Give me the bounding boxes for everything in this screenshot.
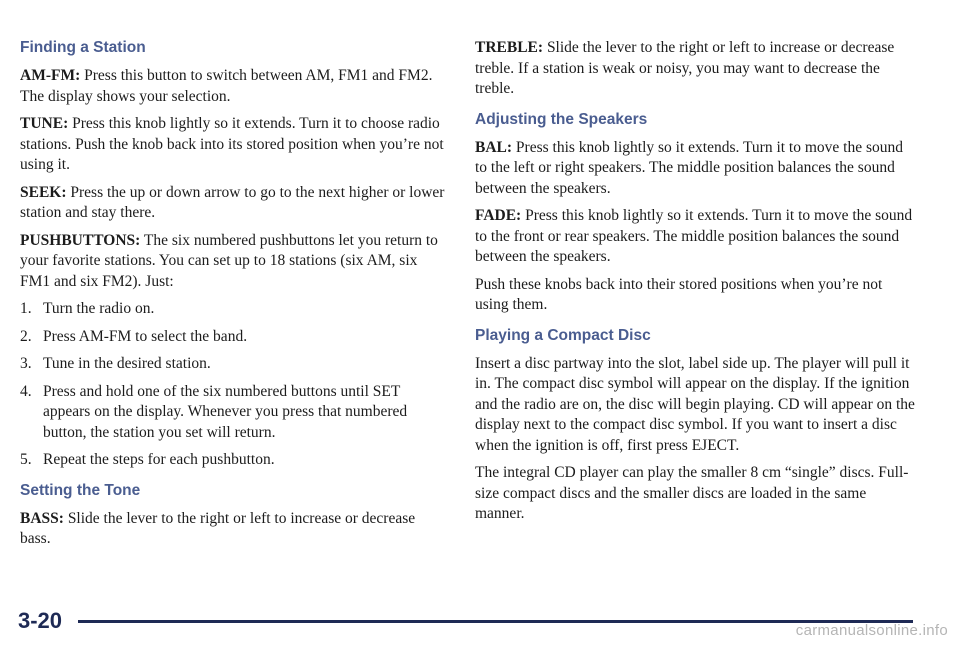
am-fm-paragraph <box>20 66 445 107</box>
pushbuttons-term: PUSHBUTTONS: <box>20 231 141 249</box>
step-text: Turn the radio on. <box>43 300 155 317</box>
list-item <box>20 327 445 348</box>
cd-single-paragraph: The integral CD player can play the smaller 8 cm “single” discs. Full-size compact discs and the smaller discs are loaded in the same manner. <box>475 464 909 522</box>
bal-paragraph <box>475 138 915 200</box>
bass-term: BASS: <box>20 509 64 527</box>
step-number: 5. <box>20 451 32 468</box>
heading-adjusting-the-speakers: Adjusting the Speakers <box>475 110 648 128</box>
bass-paragraph <box>20 509 445 550</box>
list-item <box>20 382 445 444</box>
page-footer <box>18 606 898 636</box>
heading-finding-a-station: Finding a Station <box>20 39 146 56</box>
treble-paragraph <box>475 38 915 100</box>
pushbutton-steps-list <box>20 299 445 471</box>
page-number: 3-20 <box>18 608 63 633</box>
list-item <box>20 450 445 471</box>
heading-setting-the-tone: Setting the Tone <box>20 481 141 499</box>
step-text: Tune in the desired station. <box>43 355 211 372</box>
treble-term: TREBLE: <box>475 39 544 56</box>
fade-text: Press this knob lightly so it extends. Turn it to move the sound to the front or rear speakers. The middle position balances the sound between the speakers. <box>475 207 913 265</box>
am-fm-term: AM-FM: <box>20 67 81 84</box>
step-text: Press and hold one of the six numbered buttons until SET appears on the display. Whenever you press that numbered button, the station you set will return. <box>43 382 408 441</box>
bass-text: Slide the lever to the right or left to increase or decrease bass. <box>20 509 416 547</box>
step-text: Repeat the steps for each pushbutton. <box>43 451 275 468</box>
seek-paragraph <box>20 183 445 224</box>
list-item <box>20 299 445 320</box>
tune-paragraph <box>20 114 445 176</box>
step-number: 4. <box>20 382 32 400</box>
list-item <box>20 354 445 375</box>
step-number: 2. <box>20 327 32 345</box>
seek-term: SEEK: <box>20 183 67 201</box>
right-column <box>475 30 915 532</box>
bal-text: Press this knob lightly so it extends. Turn it to move the sound to the left or right speakers. The middle position balances the sound between the speakers. <box>475 138 904 197</box>
tune-text: Press this knob lightly so it extends. Turn it to choose radio stations. Push the knob back into its stored position when you’re not using it. <box>20 115 444 173</box>
cd-insert-paragraph: Insert a disc partway into the slot, label side up. The player will pull it in. The compact disc symbol will appear on the display. If the ignition and the radio are on, the disc will begin playing. CD will appear on the display next to the compact disc symbol. If you want to insert a disc when the ignition is off, first press EJECT. <box>475 354 915 454</box>
pushbuttons-text: The six numbered pushbuttons let you return to your favorite stations. You can set up to 18 stations (six AM, six FM1 and six FM2). Just: <box>20 231 438 290</box>
push-knobs-paragraph: Push these knobs back into their stored positions when you’re not using them. <box>475 275 883 313</box>
am-fm-text: Press this button to switch between AM, FM1 and FM2. The display shows your selection. <box>20 67 433 105</box>
step-number: 3. <box>20 355 32 372</box>
heading-playing-a-compact-disc: Playing a Compact Disc <box>475 326 651 344</box>
footer-rule <box>78 620 913 623</box>
left-column <box>20 30 445 557</box>
step-number: 1. <box>20 300 32 317</box>
pushbuttons-paragraph <box>20 231 445 293</box>
treble-text: Slide the lever to the right or left to increase or decrease treble. If a station is weak or noisy, you may want to decrease the treble. <box>475 39 895 97</box>
seek-text: Press the up or down arrow to go to the next higher or lower station and stay there. <box>20 183 445 221</box>
fade-term: FADE: <box>475 207 522 224</box>
step-text: Press AM-FM to select the band. <box>43 327 248 345</box>
fade-paragraph <box>475 206 915 268</box>
watermark: carmanualsonline.info <box>795 622 948 639</box>
tune-term: TUNE: <box>20 115 69 132</box>
bal-term: BAL: <box>475 138 513 156</box>
